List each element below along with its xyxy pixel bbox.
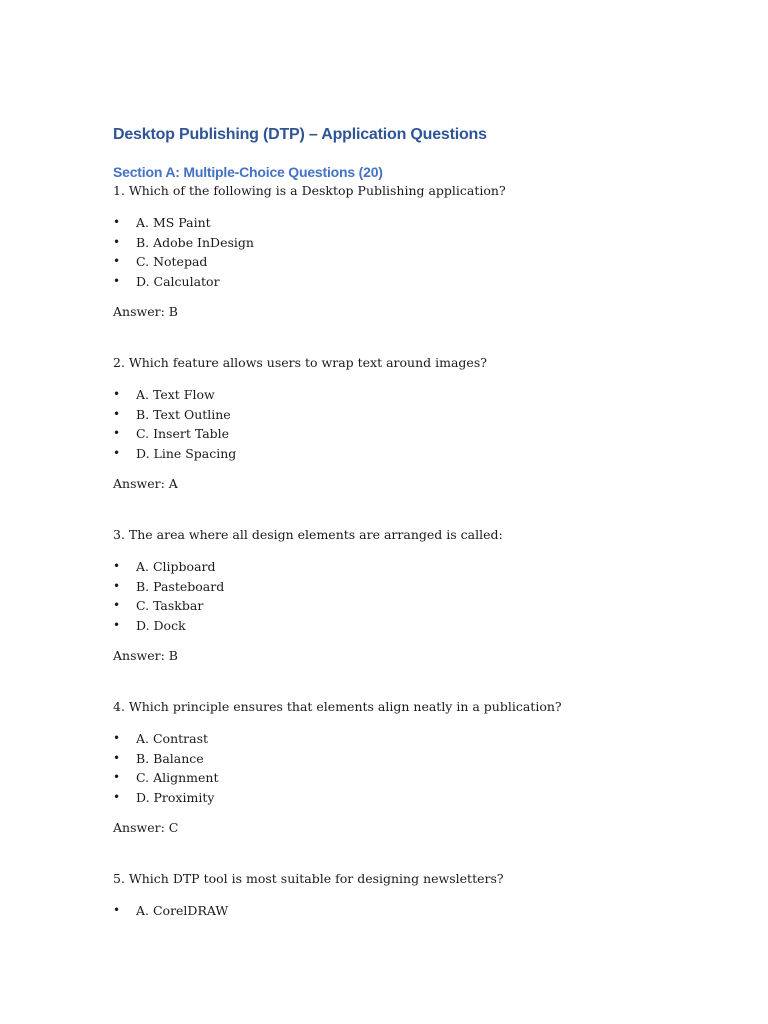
option-label: B. Pasteboard — [136, 578, 225, 594]
option-item — [113, 272, 673, 292]
bullet-icon: • — [113, 617, 121, 632]
answer-text: Answer: C — [113, 820, 179, 835]
option-label: B. Balance — [136, 750, 204, 766]
question-block — [113, 698, 673, 837]
option-label: C. Insert Table — [136, 426, 230, 441]
answer-text: Answer: B — [113, 648, 178, 663]
bullet-icon: • — [113, 770, 121, 784]
option-label: C. Taskbar — [136, 598, 204, 613]
bullet-icon: • — [113, 406, 121, 421]
answer-text: Answer: B — [113, 304, 178, 319]
option-item — [113, 788, 673, 808]
option-item — [113, 405, 673, 425]
document-title: Desktop Publishing (DTP) – Application Questions — [113, 126, 487, 143]
bullet-icon: • — [113, 731, 121, 745]
option-label: D. Calculator — [136, 273, 220, 289]
bullet-icon: • — [113, 445, 121, 460]
bullet-icon: • — [113, 789, 121, 804]
option-item — [113, 424, 673, 444]
bullet-icon: • — [113, 598, 121, 612]
bullet-icon: • — [113, 215, 121, 229]
question-block — [113, 870, 673, 921]
section-a-title: Section A: Multiple-Choice Questions (20) — [113, 164, 383, 180]
option-label: D. Proximity — [136, 789, 215, 805]
option-list — [113, 557, 673, 635]
bullet-icon: • — [113, 426, 121, 440]
option-label: A. CorelDRAW — [136, 903, 229, 918]
option-label: D. Dock — [136, 617, 186, 633]
option-label: B. Text Outline — [136, 406, 231, 422]
option-label: A. Text Flow — [136, 387, 215, 402]
option-item — [113, 616, 673, 636]
option-item — [113, 768, 673, 788]
bullet-icon: • — [113, 273, 121, 288]
question-text: 2. Which feature allows users to wrap text around images? — [113, 355, 487, 370]
document-page — [113, 122, 673, 921]
option-list — [113, 901, 673, 921]
option-item — [113, 444, 673, 464]
option-item — [113, 749, 673, 769]
option-item — [113, 213, 673, 233]
question-block — [113, 354, 673, 493]
option-item — [113, 557, 673, 577]
question-block — [113, 526, 673, 665]
option-label: C. Alignment — [136, 770, 219, 785]
option-item — [113, 233, 673, 253]
option-item — [113, 729, 673, 749]
question-text: 5. Which DTP tool is most suitable for designing newsletters? — [113, 871, 504, 886]
bullet-icon: • — [113, 254, 121, 268]
bullet-icon: • — [113, 903, 121, 917]
option-list — [113, 729, 673, 807]
option-item — [113, 901, 673, 921]
bullet-icon: • — [113, 387, 121, 401]
option-item — [113, 252, 673, 272]
option-item — [113, 596, 673, 616]
option-label: C. Notepad — [136, 254, 208, 269]
bullet-icon: • — [113, 578, 121, 593]
question-text: 3. The area where all design elements are arranged is called: — [113, 527, 503, 542]
option-label: B. Adobe InDesign — [136, 234, 254, 250]
option-label: A. MS Paint — [136, 215, 211, 230]
answer-text: Answer: A — [113, 476, 178, 491]
bullet-icon: • — [113, 234, 121, 249]
option-item — [113, 385, 673, 405]
option-label: D. Line Spacing — [136, 445, 237, 461]
question-text: 4. Which principle ensures that elements align neatly in a publication? — [113, 699, 562, 714]
bullet-icon: • — [113, 750, 121, 765]
option-list — [113, 213, 673, 291]
option-label: A. Contrast — [136, 731, 209, 746]
option-item — [113, 577, 673, 597]
question-block — [113, 182, 673, 321]
option-label: A. Clipboard — [136, 559, 216, 574]
option-list — [113, 385, 673, 463]
bullet-icon: • — [113, 559, 121, 573]
question-text: 1. Which of the following is a Desktop Publishing application? — [113, 183, 506, 198]
